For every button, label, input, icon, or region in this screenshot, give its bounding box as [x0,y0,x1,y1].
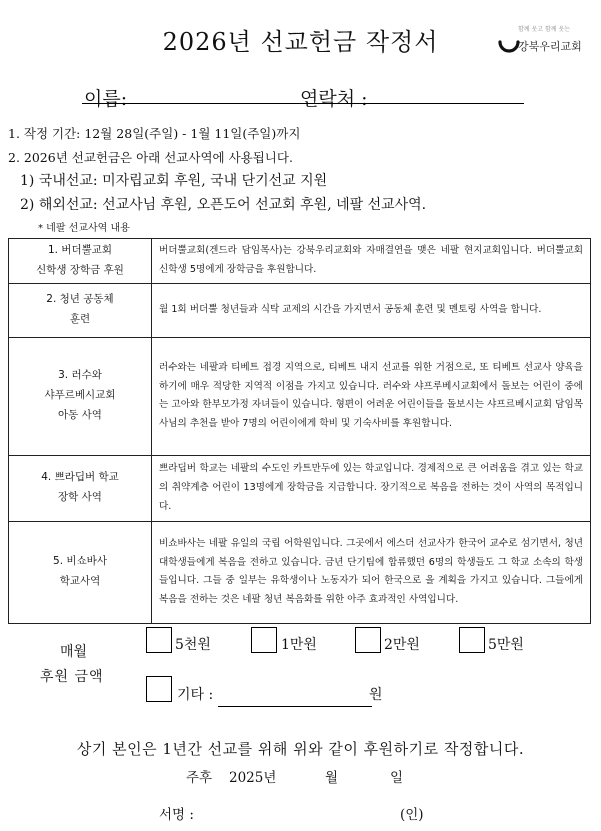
date-day: 일 [390,770,404,786]
table-row [9,521,591,623]
option-label-50000: 5만원 [488,637,524,653]
date-year: 2025년 [229,770,277,786]
logo-name: 강북우리교회 [518,40,582,53]
contact-label: 연락처 : [300,88,368,110]
church-logo [496,22,596,70]
pledge-statement: 상기 본인은 1년간 선교를 위해 위와 같이 후원하기로 작정합니다. [76,740,525,758]
nepal-note: * 네팔 선교사역 내용 [38,223,130,234]
mission-description: 버더뿔교회(겐드라 담임목사)는 강북우리교회와 자매결연을 맺은 네팔 현지교회입니다. 버더뿔교회 신학생 5명에게 장학금을 후원합니다. [152,239,591,284]
usage-statement: 2. 2026년 선교헌금은 아래 선교사역에 사용됩니다. [8,150,293,165]
amount-label: 후원 금액 [40,669,104,685]
mission-label: 1. 버더뿔교회 신학생 장학금 후원 [9,239,152,284]
mission-label: 5. 비쇼바사 학교사역 [9,521,152,623]
logo-tagline: 함께 웃고 함께 웃는 [518,26,571,33]
signature-label: 서명 : [159,807,194,823]
option-label-10000: 1만원 [281,637,317,653]
pledge-period: 1. 작정 기간: 12월 28일(주일) - 1월 11일(주일)까지 [8,126,301,141]
other-label: 기타 : [177,687,214,703]
checkbox-50000[interactable] [459,627,485,653]
mission-description: 러수와는 네팔과 티베트 접경 지역으로, 티베트 내지 선교를 위한 거점으로, 또 티베트 선교사 양육을 하기에 매우 적당한 지역적 이점을 가지고 있습니다. 러수와 샤프루베시교회에서 돌보는 어린이 중에는 고아와 한부모가정 자녀들이 있습니다. 형편이 어려운 어린이들을 돌보시는 샤프르베시교회 담임목사님의 추천을 받아 7명의 어린이에게 학비 및 기숙사비를 후원합니다. [152,337,591,455]
mission-label: 3. 러수와 샤푸르베시교회 아동 사역 [9,337,152,455]
mission-label: 2. 청년 공동체 훈련 [9,283,152,337]
date-ad-label: 주후 [186,770,213,786]
nepal-mission-table [8,238,591,624]
table-row [9,239,591,284]
checkbox-5000[interactable] [146,627,172,653]
domestic-mission: 1) 국내선교: 미자립교회 후원, 국내 단기선교 지원 [20,173,328,189]
other-unit: 원 [369,687,383,703]
seal-mark: (인) [400,807,424,823]
date-month: 월 [325,770,339,786]
mission-description: 비쇼바사는 네팔 유일의 국립 어학원입니다. 그곳에서 에스더 선교사가 한국어 교수로 섬기면서, 청년 대학생들에게 복음을 전하고 있습니다. 금년 단기팀에 합류했던 6명의 학생들도 그 학교 소속의 학생들입니다. 그들 중 일부는 유학생이나 노동자가 되어 한국으로 올 계획을 가지고 있습니다. 그들에게 복음을 전하는 것은 네팔 청년 복음화를 위한 아주 효과적인 사역입니다. [152,521,591,623]
checkbox-10000[interactable] [251,627,277,653]
name-contact-field[interactable] [82,103,524,104]
option-label-20000: 2만원 [384,637,420,653]
name-label: 이름: [84,88,128,110]
checkbox-other[interactable] [146,676,172,702]
other-amount-field[interactable] [218,706,372,707]
table-row [9,337,591,455]
checkbox-20000[interactable] [355,627,381,653]
table-row [9,455,591,521]
page-title: 2026년 선교헌금 작정서 [162,28,439,56]
table-row [9,283,591,337]
option-label-5000: 5천원 [175,637,211,653]
mission-label: 4. 쁘라딥버 학교 장학 사역 [9,455,152,521]
overseas-mission: 2) 해외선교: 선교사님 후원, 오픈도어 선교회 후원, 네팔 선교사역. [20,197,427,213]
mission-description: 쁘라딥버 학교는 네팔의 수도인 카트만두에 있는 학교입니다. 경제적으로 큰 어려움을 겪고 있는 학교의 취약계층 어린이 13명에게 장학금을 지급합니다. 장기적으로 복음을 전하는 것이 사역의 목적입니다. [152,455,591,521]
monthly-label: 매월 [60,644,88,660]
mission-description: 월 1회 버더뿔 청년들과 식탁 교제의 시간을 가지면서 공동체 훈련 및 멘토링 사역을 합니다. [152,283,591,337]
